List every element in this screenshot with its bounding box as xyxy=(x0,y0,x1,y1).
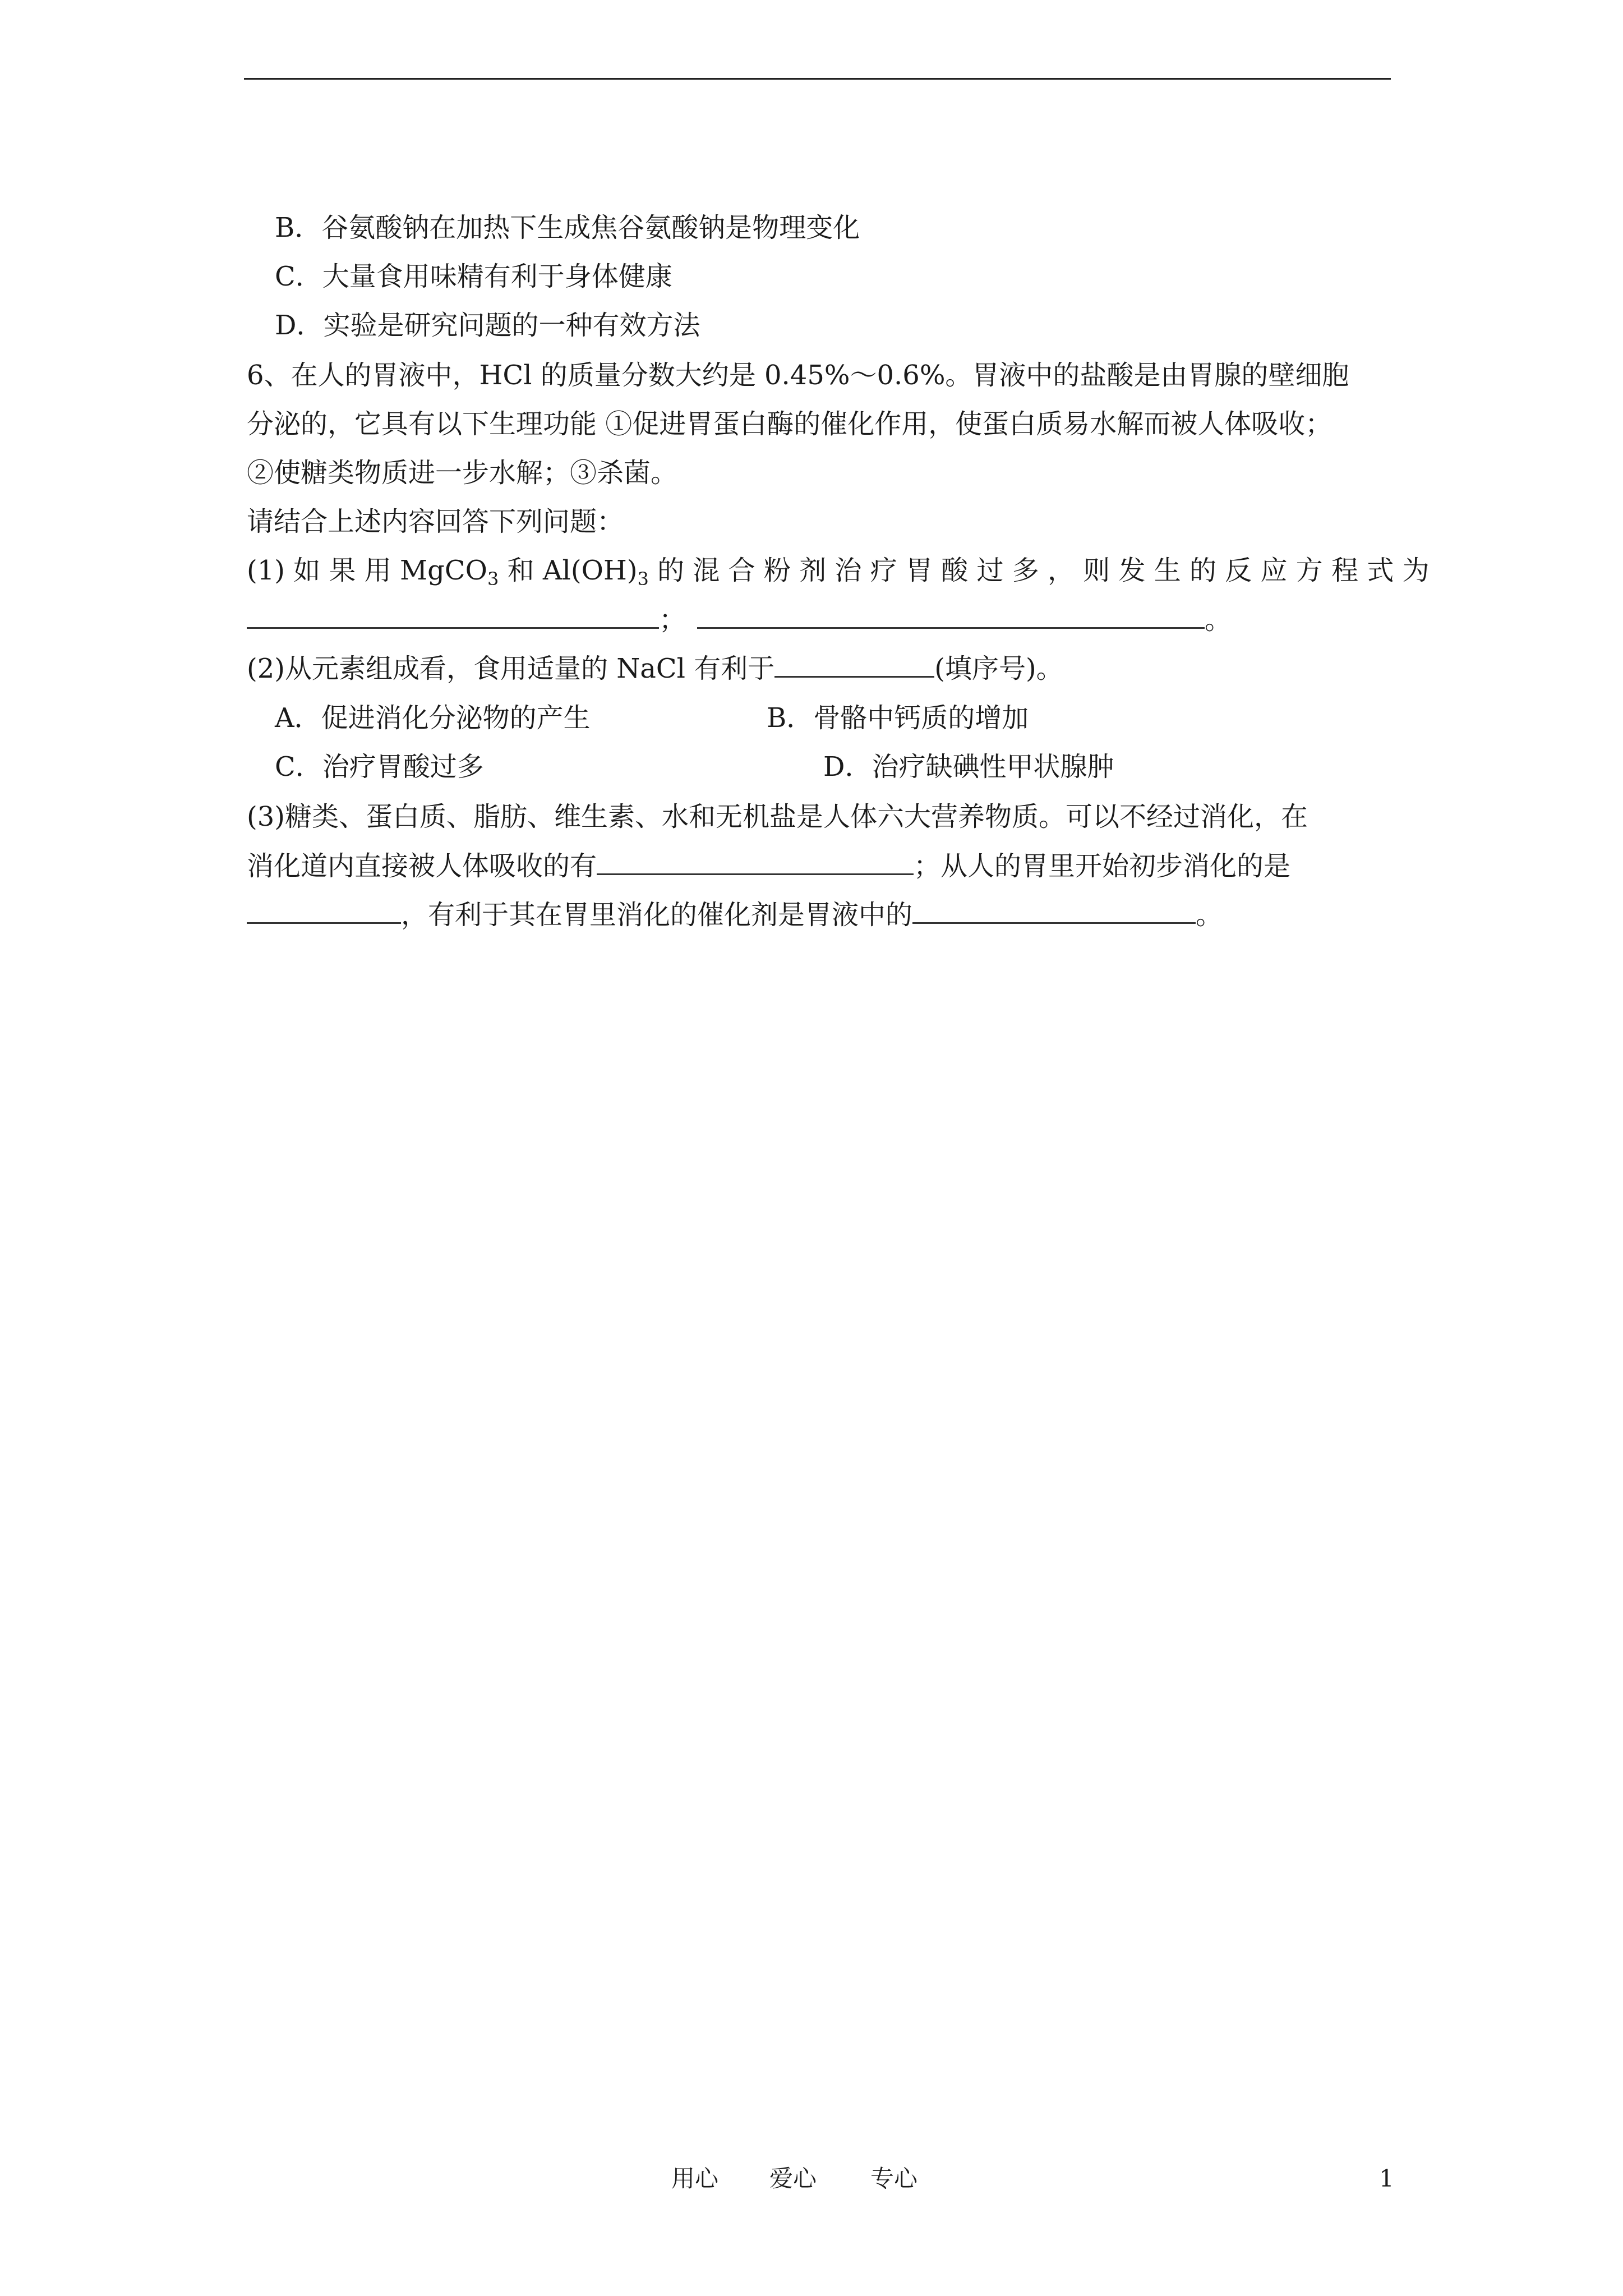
q6-part-3-line-3-end: 。 xyxy=(1196,899,1223,931)
q6-part-3-line-2-suffix: ；从人的胃里开始初步消化的是 xyxy=(914,850,1291,882)
footer-slogan-2: 爱心 xyxy=(769,2165,817,2192)
q6-part-1-end: 。 xyxy=(1205,604,1232,636)
header-rule xyxy=(244,78,1391,80)
answer-blank-equation-1[interactable] xyxy=(247,602,659,629)
q6-part-1-line-2 xyxy=(247,602,1391,637)
q6-part-1-mid: 和 Al(OH) xyxy=(499,555,638,586)
q6-part-3-line-2 xyxy=(247,849,1391,883)
q6-option-b: B．骨骼中钙质的增加 xyxy=(767,702,1029,734)
q6-part-3-line-1: (3)糖类、蛋白质、脂肪、维生素、水和无机盐是人体六大营养物质。可以不经过消化，在 xyxy=(247,801,1308,832)
option-c: C．大量食用味精有利于身体健康 xyxy=(275,261,672,292)
q6-part-1-line-1 xyxy=(247,554,1430,590)
q6-part-3-line-3-mid: ，有利于其在胃里消化的催化剂是胃液中的 xyxy=(401,899,913,931)
q6-prompt: 请结合上述内容回答下列问题： xyxy=(247,506,624,537)
answer-blank-absorbed-directly[interactable] xyxy=(597,849,914,875)
option-d: D．实验是研究问题的一种有效方法 xyxy=(275,310,700,341)
subscript-3: 3 xyxy=(637,568,649,590)
q6-part-1-semicolon: ； xyxy=(659,604,686,636)
q6-part-3-line-2-prefix: 消化道内直接被人体吸收的有 xyxy=(247,850,597,882)
q6-part-2-suffix: (填序号)。 xyxy=(934,653,1063,684)
q6-part-2-prefix: (2)从元素组成看，食用适量的 NaCl 有利于 xyxy=(247,653,775,684)
q6-part-2 xyxy=(247,651,1391,685)
answer-blank-part-2[interactable] xyxy=(774,651,934,678)
q6-option-c: C．治疗胃酸过多 xyxy=(275,751,484,783)
q6-intro-line-3: ②使糖类物质进一步水解；③杀菌。 xyxy=(247,457,678,489)
answer-blank-catalyst[interactable] xyxy=(912,898,1196,924)
q6-part-1-prefix: (1) 如 果 用 MgCO xyxy=(247,555,487,586)
subscript-3: 3 xyxy=(487,568,499,590)
q6-part-3-line-3 xyxy=(247,898,1391,932)
answer-blank-equation-2[interactable] xyxy=(697,602,1205,629)
q6-part-1-suffix: 的 混 合 粉 剂 治 疗 胃 酸 过 多 ， 则 发 生 的 反 应 方 程 式 为 xyxy=(648,555,1430,586)
answer-blank-digested-in-stomach[interactable] xyxy=(247,898,401,924)
footer-slogan-3: 专心 xyxy=(870,2165,918,2192)
q6-option-d: D．治疗缺碘性甲状腺肿 xyxy=(823,751,1114,783)
page-number: 1 xyxy=(1379,2165,1394,2192)
option-b: B．谷氨酸钠在加热下生成焦谷氨酸钠是物理变化 xyxy=(275,212,860,243)
footer-slogan-1: 用心 xyxy=(671,2165,719,2192)
q6-option-a: A．促进消化分泌物的产生 xyxy=(275,702,591,734)
q6-intro-line-2: 分泌的，它具有以下生理功能 ①促进胃蛋白酶的催化作用，使蛋白质易水解而被人体吸收； xyxy=(247,408,1332,440)
q6-intro-line-1: 6、在人的胃液中，HCl 的质量分数大约是 0.45%～0.6%。胃液中的盐酸是由胃腺的壁细胞 xyxy=(247,360,1349,391)
